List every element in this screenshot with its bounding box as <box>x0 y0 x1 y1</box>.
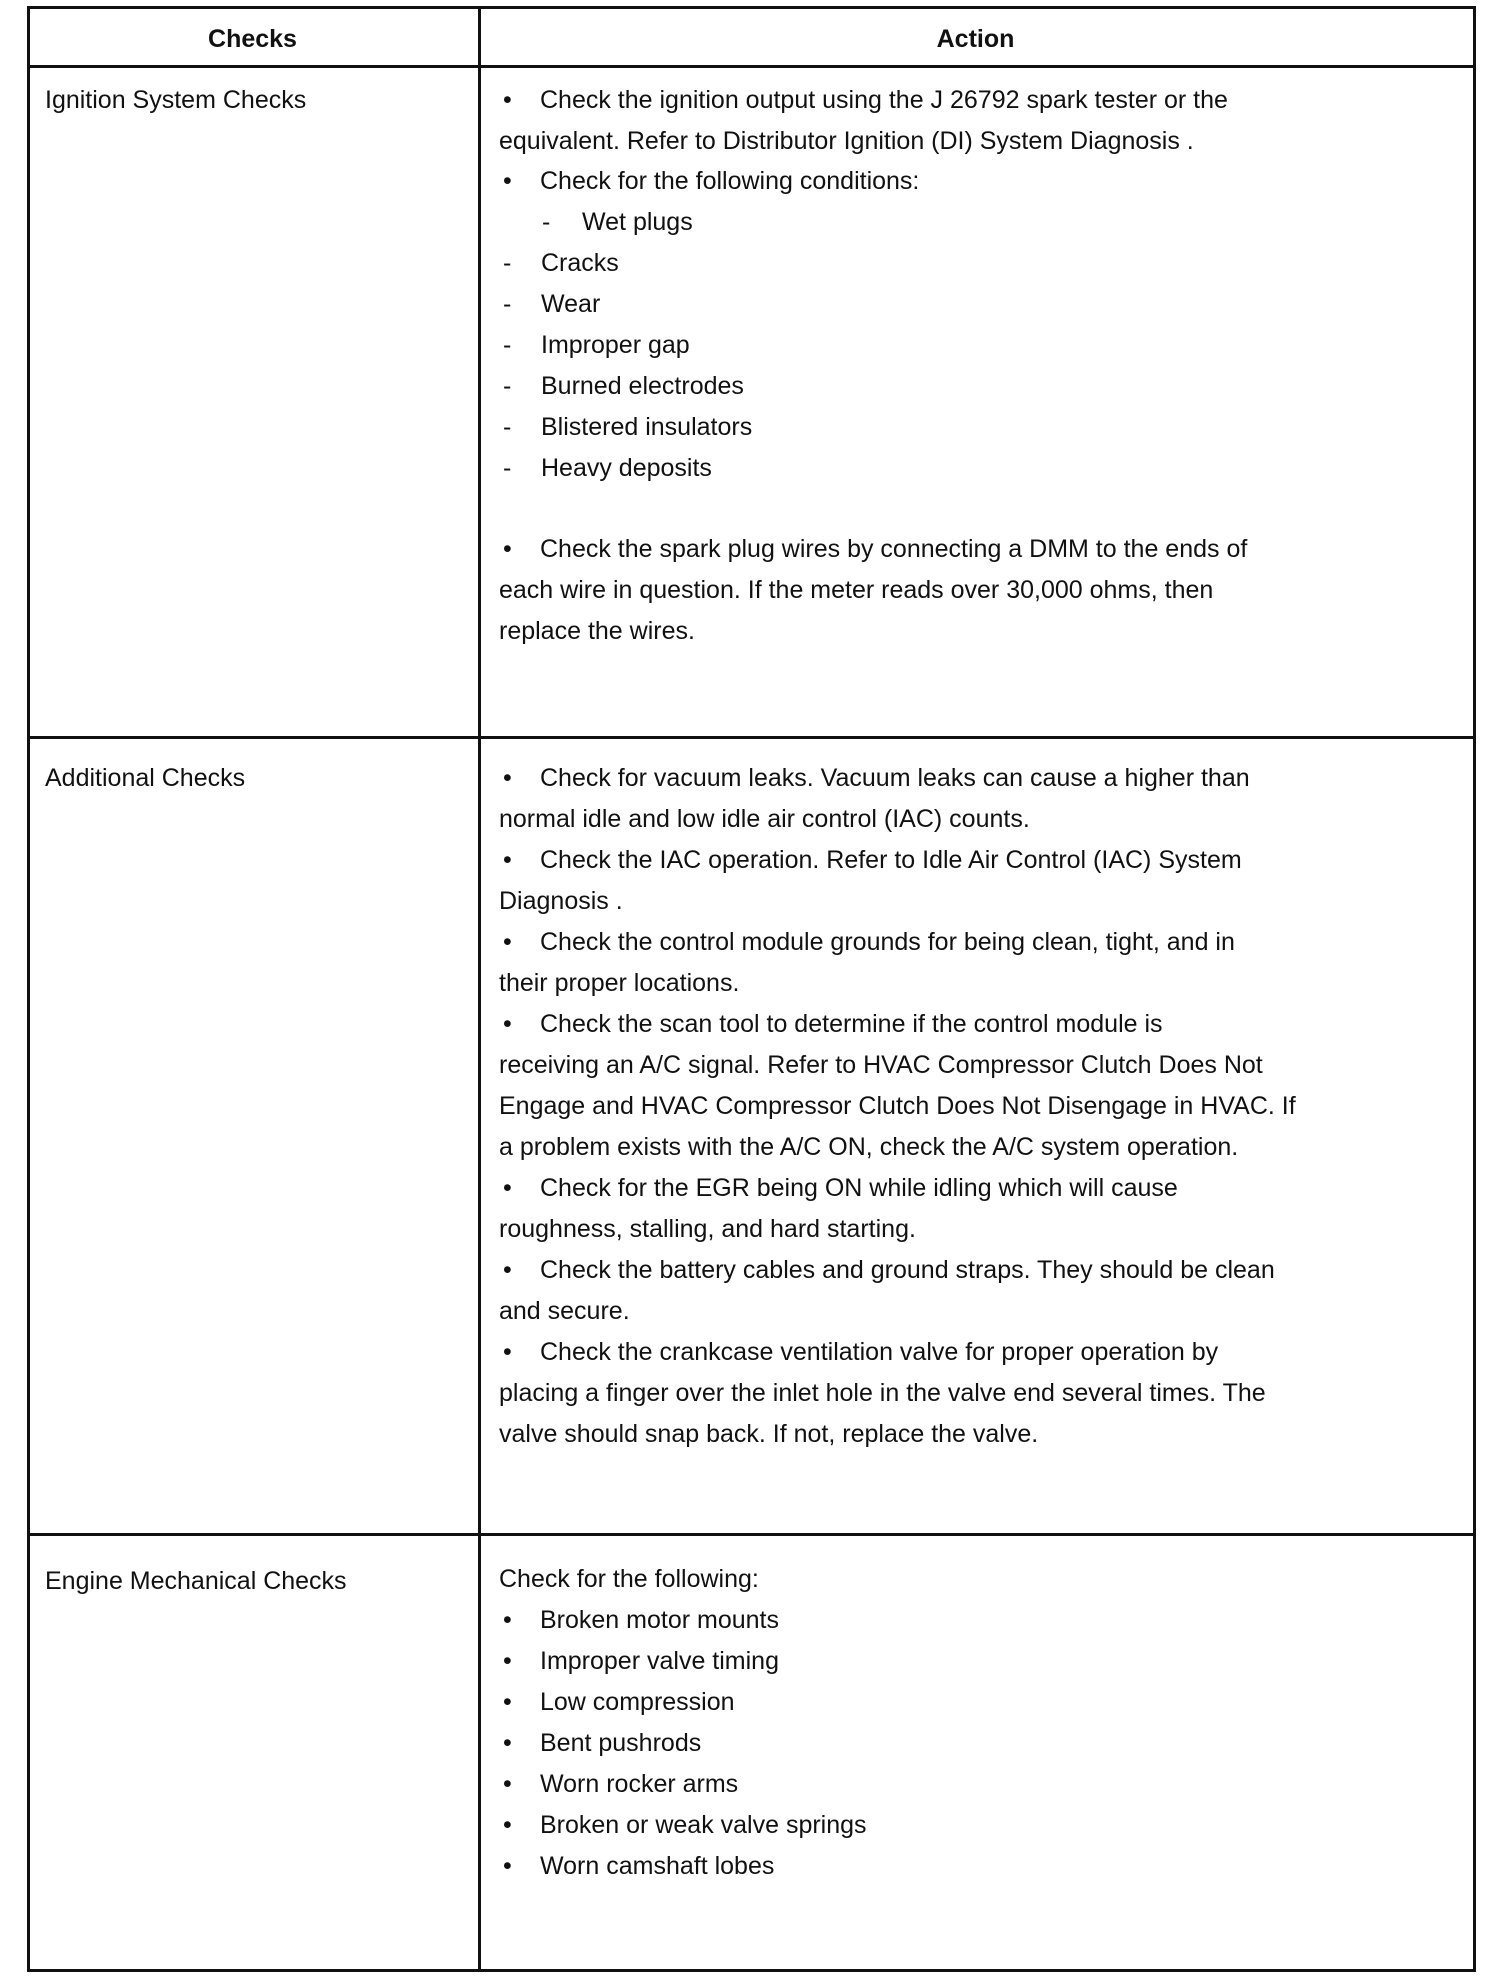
action-line: a problem exists with the A/C ON, check the A/C system operation. <box>499 1133 1239 1161</box>
action-line: Worn camshaft lobes <box>540 1852 775 1880</box>
checks-table <box>27 6 1476 1972</box>
action-line: Bent pushrods <box>540 1729 702 1757</box>
action-line: each wire in question. If the meter reads over 30,000 ohms, then <box>499 576 1214 604</box>
bullet: • <box>503 764 512 792</box>
bullet: • <box>503 1010 512 1038</box>
action-line: Low compression <box>540 1688 735 1716</box>
bullet: • <box>503 167 512 195</box>
bullet: • <box>503 1811 512 1839</box>
table-border-bottom <box>27 1969 1476 1972</box>
action-line: Blistered insulators <box>541 413 753 441</box>
bullet: • <box>503 1606 512 1634</box>
action-line: Wet plugs <box>582 208 693 236</box>
table-border-left <box>27 6 30 1972</box>
action-line: roughness, stalling, and hard starting. <box>499 1215 916 1243</box>
action-line: and secure. <box>499 1297 630 1325</box>
check-additional: Additional Checks <box>45 764 246 792</box>
action-line: receiving an A/C signal. Refer to HVAC Compressor Clutch Does Not <box>499 1051 1263 1079</box>
dash: - <box>503 454 512 482</box>
bullet: • <box>503 1688 512 1716</box>
action-line: their proper locations. <box>499 969 740 997</box>
action-line: Wear <box>541 290 601 318</box>
dash: - <box>503 413 512 441</box>
dash: - <box>503 372 512 400</box>
action-line: Burned electrodes <box>541 372 744 400</box>
action-line: Diagnosis . <box>499 887 623 915</box>
dash: - <box>503 249 512 277</box>
action-line: Broken or weak valve springs <box>540 1811 867 1839</box>
action-line: Check the scan tool to determine if the control module is <box>540 1010 1163 1038</box>
bullet: • <box>503 1174 512 1202</box>
bullet: • <box>503 535 512 563</box>
bullet: • <box>503 1647 512 1675</box>
action-line: Broken motor mounts <box>540 1606 779 1634</box>
action-line: Cracks <box>541 249 619 277</box>
action-line: Check for the following: <box>499 1565 759 1593</box>
action-line: Check the spark plug wires by connecting a DMM to the ends of <box>540 535 1248 563</box>
bullet: • <box>503 86 512 114</box>
dash: - <box>542 208 551 236</box>
action-line: Improper valve timing <box>540 1647 779 1675</box>
action-line: Check for the EGR being ON while idling which will cause <box>540 1174 1178 1202</box>
action-line: Worn rocker arms <box>540 1770 739 1798</box>
action-line: Engage and HVAC Compressor Clutch Does Not Disengage in HVAC. If <box>499 1092 1296 1120</box>
action-line: Check the battery cables and ground straps. They should be clean <box>540 1256 1275 1284</box>
table-border-right <box>1473 6 1476 1972</box>
action-line: placing a finger over the inlet hole in the valve end several times. The <box>499 1379 1266 1407</box>
action-line: Heavy deposits <box>541 454 712 482</box>
check-ignition: Ignition System Checks <box>45 86 307 114</box>
header-checks: Checks <box>208 24 297 53</box>
action-line: equivalent. Refer to Distributor Ignition (DI) System Diagnosis . <box>499 127 1194 155</box>
action-line: replace the wires. <box>499 617 695 645</box>
bullet: • <box>503 928 512 956</box>
bullet: • <box>503 1852 512 1880</box>
row-divider-1 <box>27 736 1476 739</box>
action-line: Improper gap <box>541 331 690 359</box>
check-engine: Engine Mechanical Checks <box>45 1567 347 1595</box>
action-line: Check the IAC operation. Refer to Idle Air Control (IAC) System <box>540 846 1242 874</box>
action-line: Check for vacuum leaks. Vacuum leaks can cause a higher than <box>540 764 1250 792</box>
bullet: • <box>503 1770 512 1798</box>
dash: - <box>503 290 512 318</box>
header-action: Action <box>936 24 1015 53</box>
bullet: • <box>503 1729 512 1757</box>
action-line: normal idle and low idle air control (IAC) counts. <box>499 805 1030 833</box>
bullet: • <box>503 1256 512 1284</box>
dash: - <box>503 331 512 359</box>
action-line: valve should snap back. If not, replace the valve. <box>499 1420 1039 1448</box>
action-line: Check for the following conditions: <box>540 167 920 195</box>
action-line: Check the control module grounds for being clean, tight, and in <box>540 928 1235 956</box>
column-divider <box>478 6 481 1972</box>
bullet: • <box>503 846 512 874</box>
action-line: Check the crankcase ventilation valve for proper operation by <box>540 1338 1219 1366</box>
row-divider-2 <box>27 1533 1476 1536</box>
bullet: • <box>503 1338 512 1366</box>
action-line: Check the ignition output using the J 26792 spark tester or the <box>540 86 1228 114</box>
